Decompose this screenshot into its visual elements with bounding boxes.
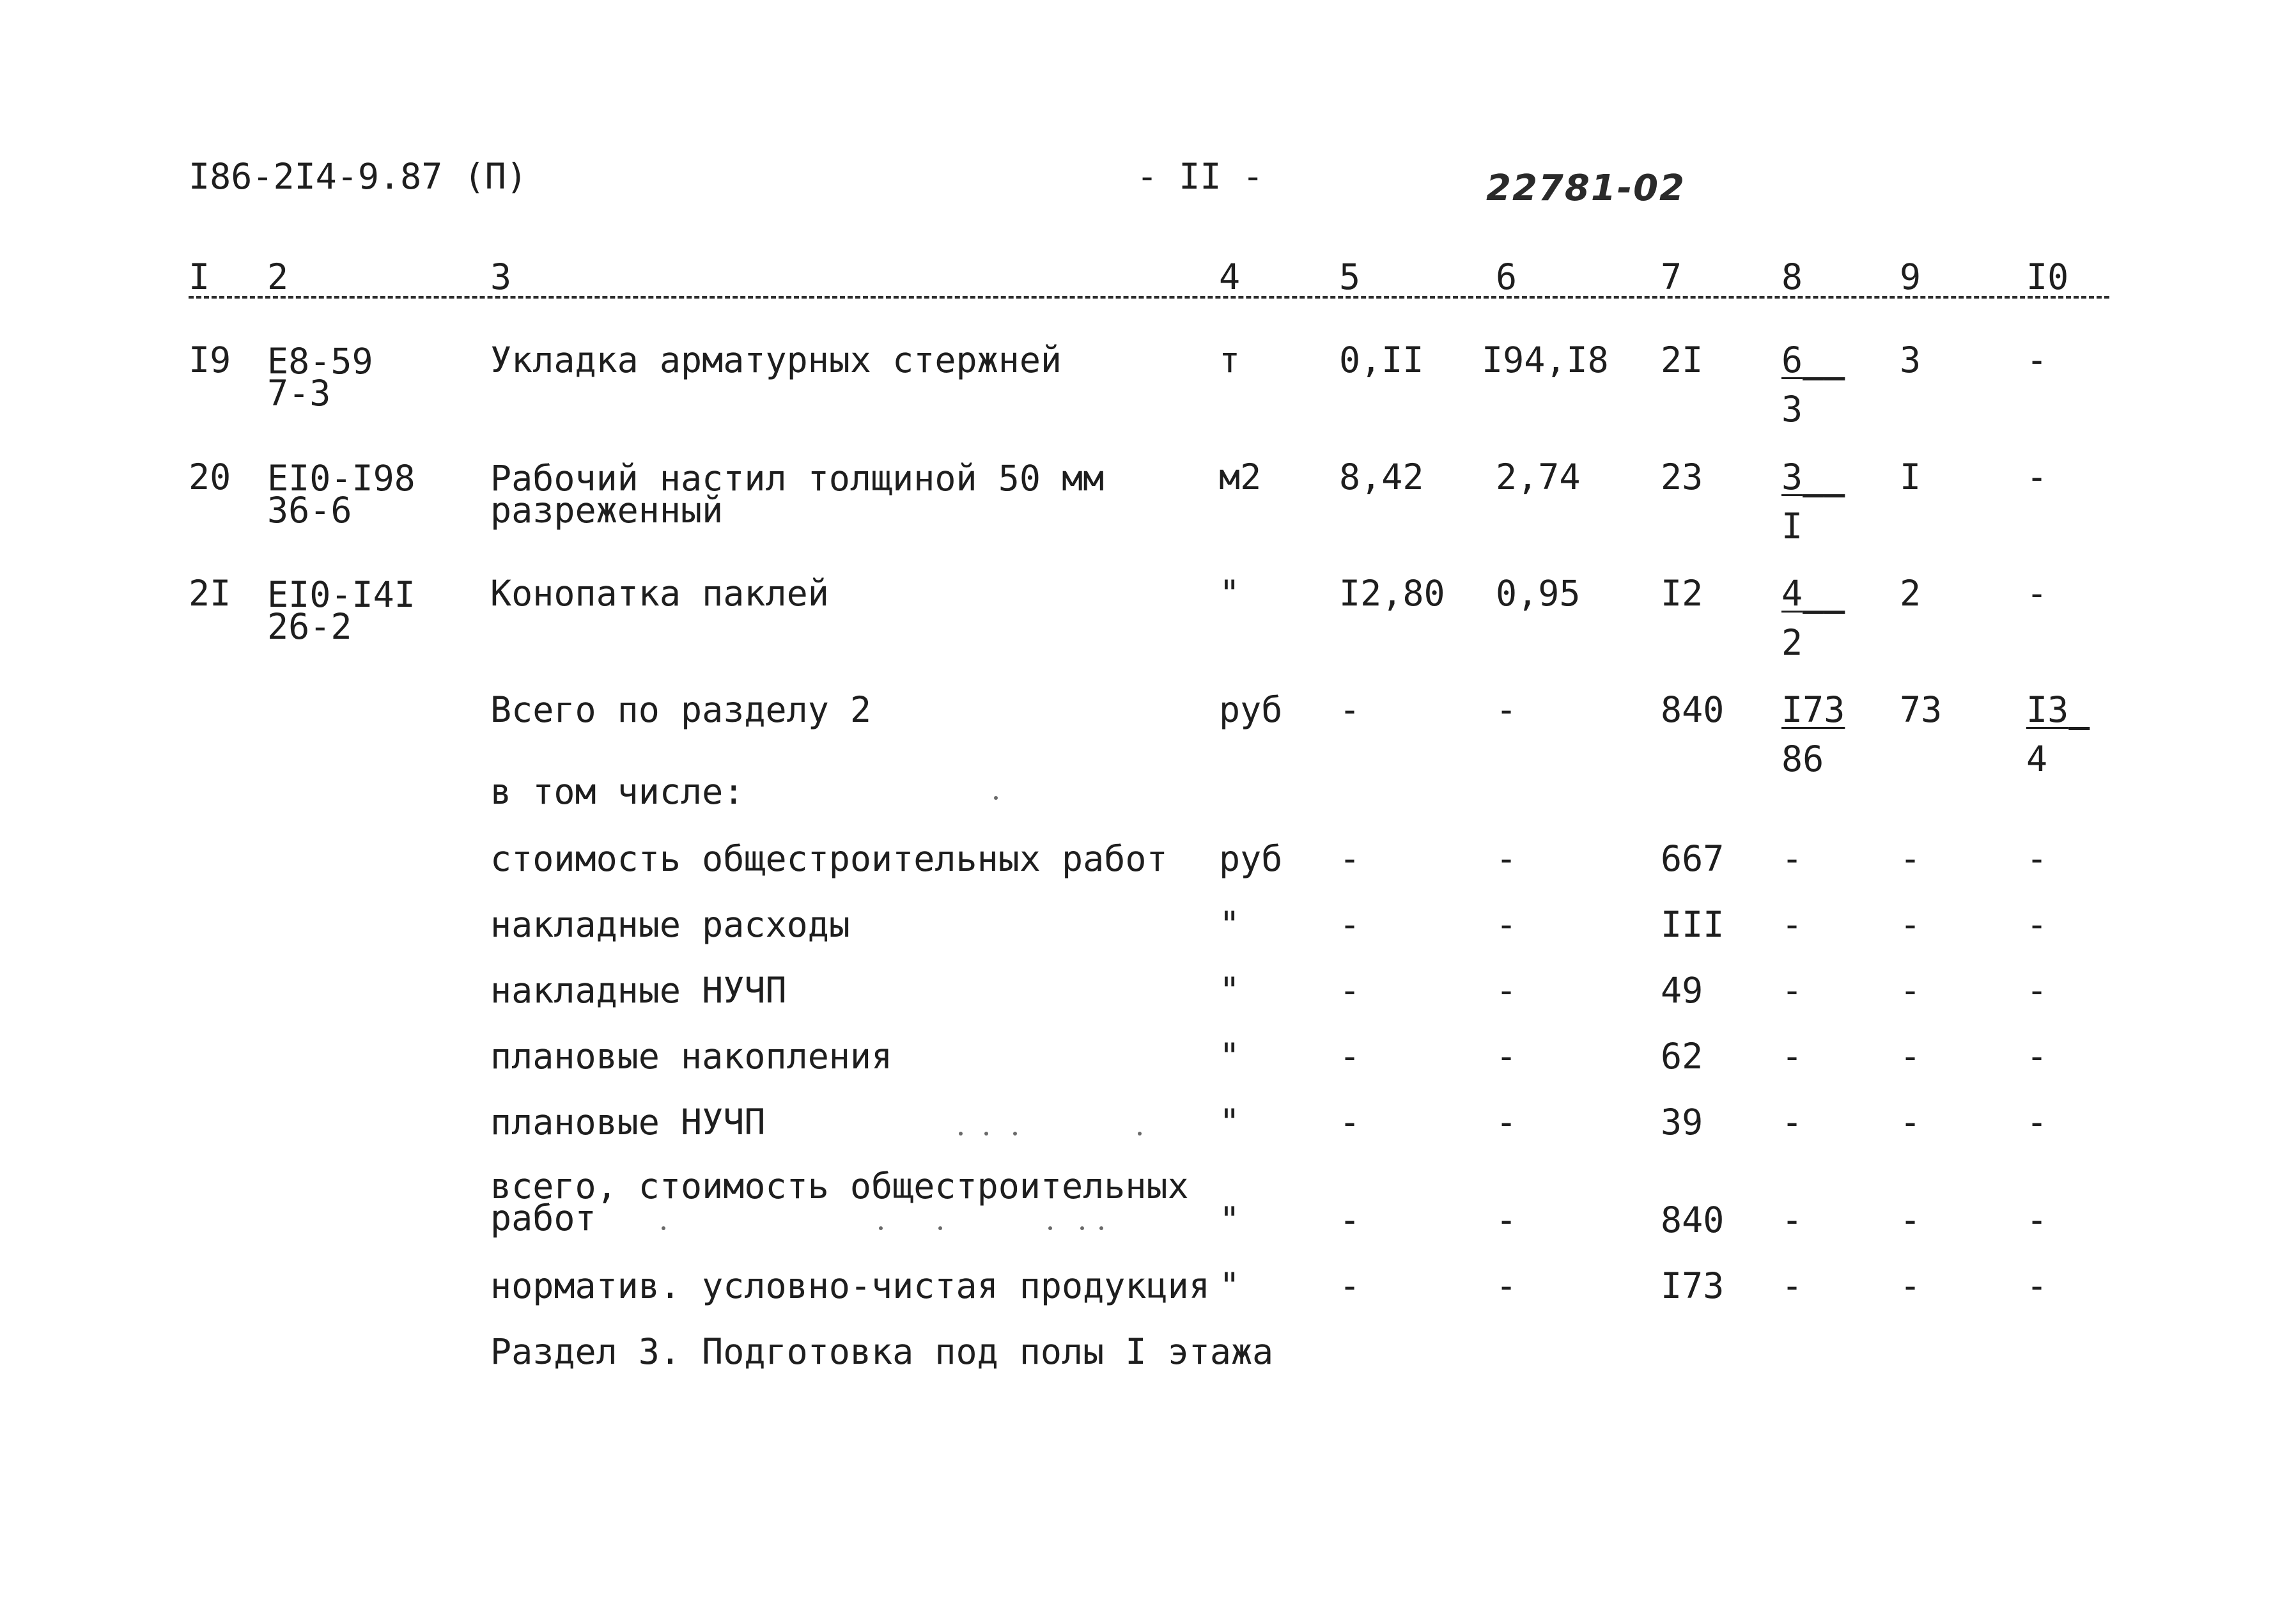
norm-code	[267, 458, 415, 531]
total-cost: 667	[1661, 838, 1725, 879]
unit: "	[1219, 904, 1241, 945]
unit: "	[1219, 1199, 1241, 1240]
col-9-value: -	[1900, 904, 1921, 945]
work-name: Укладка арматурных стержней	[490, 340, 1062, 380]
fraction-top: 3__	[1781, 457, 1845, 497]
page-number: - II -	[1136, 156, 1264, 197]
col-9-value: I	[1900, 457, 1921, 497]
row-number: 2I	[189, 573, 231, 614]
header-dashed-rule	[189, 296, 2109, 299]
speck	[1080, 1226, 1084, 1230]
work-name-line: Рабочий настил толщиной 50 мм	[490, 458, 1105, 499]
col-9-value: 3	[1900, 340, 1921, 380]
col-9-value: -	[1900, 1199, 1921, 1240]
col-10-bottom: 4	[2026, 738, 2048, 779]
section-total-label: Всего по разделу 2	[490, 689, 872, 730]
unit: "	[1219, 970, 1241, 1011]
quantity: -	[1339, 689, 1361, 730]
unit-price: -	[1496, 1102, 1517, 1143]
quantity: 8,42	[1339, 457, 1424, 497]
unit: "	[1219, 1036, 1241, 1077]
unit: руб	[1219, 689, 1283, 730]
speck	[662, 1226, 665, 1230]
fraction-bottom: 86	[1781, 738, 1824, 779]
col-10-value: -	[2026, 904, 2048, 945]
quantity: -	[1339, 970, 1361, 1011]
col-8-value: -	[1781, 904, 1803, 945]
column-number: 5	[1339, 256, 1361, 297]
column-number: 4	[1219, 256, 1241, 297]
unit-price: -	[1496, 904, 1517, 945]
column-number: I0	[2026, 256, 2069, 297]
total-cost: 23	[1661, 457, 1703, 497]
breakdown-label: плановые НУЧП	[490, 1102, 766, 1143]
col-9-value: 73	[1900, 689, 1943, 730]
speck	[994, 796, 998, 800]
speck	[1138, 1132, 1142, 1136]
fraction-bottom: 2	[1781, 622, 1803, 663]
quantity: I2,80	[1339, 573, 1445, 614]
unit-price: -	[1496, 1265, 1517, 1306]
breakdown-label: стоимость общестроительных работ	[490, 838, 1168, 879]
col-10-value: -	[2026, 970, 2048, 1011]
quantity: -	[1339, 1199, 1361, 1240]
col-9-value: -	[1900, 1265, 1921, 1306]
unit-price: I94,I8	[1482, 340, 1609, 380]
column-number: 2	[267, 256, 289, 297]
quantity: -	[1339, 1036, 1361, 1077]
column-number: 7	[1661, 256, 1682, 297]
fraction-top: 6__	[1781, 340, 1845, 380]
total-cost: 62	[1661, 1036, 1703, 1077]
breakdown-label-line: всего, стоимость общестроительных	[490, 1166, 1189, 1206]
total-cost: 39	[1661, 1102, 1703, 1143]
col-8-value: -	[1781, 1102, 1803, 1143]
col-10-value: -	[2026, 838, 2048, 879]
col-8-value: -	[1781, 970, 1803, 1011]
speck	[1048, 1226, 1052, 1230]
unit-price: -	[1496, 838, 1517, 879]
col-10-value: -	[2026, 1199, 2048, 1240]
work-name-line: разреженный	[490, 490, 724, 531]
unit: т	[1219, 340, 1241, 380]
speck	[959, 1132, 963, 1136]
speck	[1013, 1132, 1017, 1136]
breakdown-label: накладные НУЧП	[490, 970, 787, 1011]
col-10-top: I3_	[2026, 689, 2090, 730]
breakdown-label: плановые накопления	[490, 1036, 893, 1077]
col-10-value: -	[2026, 1036, 2048, 1077]
norm-code-line: 7-3	[267, 373, 331, 414]
quantity: -	[1339, 904, 1361, 945]
col-8-value: -	[1781, 1265, 1803, 1306]
unit: м2	[1219, 457, 1262, 497]
norm-code-line: E8-59	[267, 341, 373, 382]
col-10-value: -	[2026, 457, 2048, 497]
column-number: 3	[490, 256, 512, 297]
speck	[879, 1226, 883, 1230]
col-9-value: -	[1900, 838, 1921, 879]
unit: "	[1219, 573, 1241, 614]
unit-price: -	[1496, 689, 1517, 730]
unit-price: -	[1496, 1199, 1517, 1240]
unit: "	[1219, 1102, 1241, 1143]
document-code: I86-2I4-9.87 (П)	[189, 156, 527, 197]
fraction-bottom: 3	[1781, 389, 1803, 430]
col-10-value: -	[2026, 1265, 2048, 1306]
norm-code-line: 26-2	[267, 606, 352, 647]
column-number: 9	[1900, 256, 1921, 297]
col-9-value: -	[1900, 1036, 1921, 1077]
work-name	[490, 458, 1105, 531]
norm-code	[267, 341, 373, 414]
breakdown-label-line: работ	[490, 1198, 596, 1238]
total-cost: 840	[1661, 1199, 1725, 1240]
handwritten-stamp-number: 22781-02	[1486, 168, 1686, 209]
col-10-value: -	[2026, 573, 2048, 614]
total-cost: 2I	[1661, 340, 1703, 380]
col-8-value: -	[1781, 838, 1803, 879]
norm-code-line: 36-6	[267, 490, 352, 531]
unit-price: -	[1496, 970, 1517, 1011]
col-10-value: -	[2026, 340, 2048, 380]
col-9-value: -	[1900, 1102, 1921, 1143]
norm-code-line: EI0-I98	[267, 458, 415, 499]
row-number: I9	[189, 340, 231, 380]
fraction-top: I73	[1781, 689, 1845, 730]
norm-code	[267, 574, 415, 647]
col-9-value: 2	[1900, 573, 1921, 614]
column-number: 8	[1781, 256, 1803, 297]
speck	[984, 1132, 988, 1136]
fraction-bottom: I	[1781, 506, 1803, 547]
column-number: I	[189, 256, 210, 297]
norm-code-line: EI0-I4I	[267, 574, 415, 615]
row-number: 20	[189, 457, 231, 497]
unit: "	[1219, 1265, 1241, 1306]
unit-price: 0,95	[1496, 573, 1581, 614]
speck	[1099, 1226, 1103, 1230]
fraction-top: 4__	[1781, 573, 1845, 614]
col-9-value: -	[1900, 970, 1921, 1011]
total-cost: III	[1661, 904, 1725, 945]
total-cost: 49	[1661, 970, 1703, 1011]
breakdown-label	[490, 1166, 1189, 1238]
quantity: -	[1339, 838, 1361, 879]
breakdown-label: накладные расходы	[490, 904, 850, 945]
quantity: -	[1339, 1102, 1361, 1143]
column-number: 6	[1496, 256, 1517, 297]
col-10-value: -	[2026, 1102, 2048, 1143]
including-label: в том числе:	[490, 771, 745, 812]
speck	[938, 1226, 942, 1230]
unit-price: -	[1496, 1036, 1517, 1077]
work-name: Конопатка паклей	[490, 573, 829, 614]
col-8-value: -	[1781, 1036, 1803, 1077]
quantity: 0,II	[1339, 340, 1424, 380]
col-8-value: -	[1781, 1199, 1803, 1240]
breakdown-label: норматив. условно-чистая продукция	[490, 1265, 1210, 1306]
total-cost: I2	[1661, 573, 1703, 614]
unit: руб	[1219, 838, 1283, 879]
unit-price: 2,74	[1496, 457, 1581, 497]
total-cost: 840	[1661, 689, 1725, 730]
quantity: -	[1339, 1265, 1361, 1306]
total-cost: I73	[1661, 1265, 1725, 1306]
section-heading: Раздел 3. Подготовка под полы I этажа	[490, 1331, 1274, 1372]
